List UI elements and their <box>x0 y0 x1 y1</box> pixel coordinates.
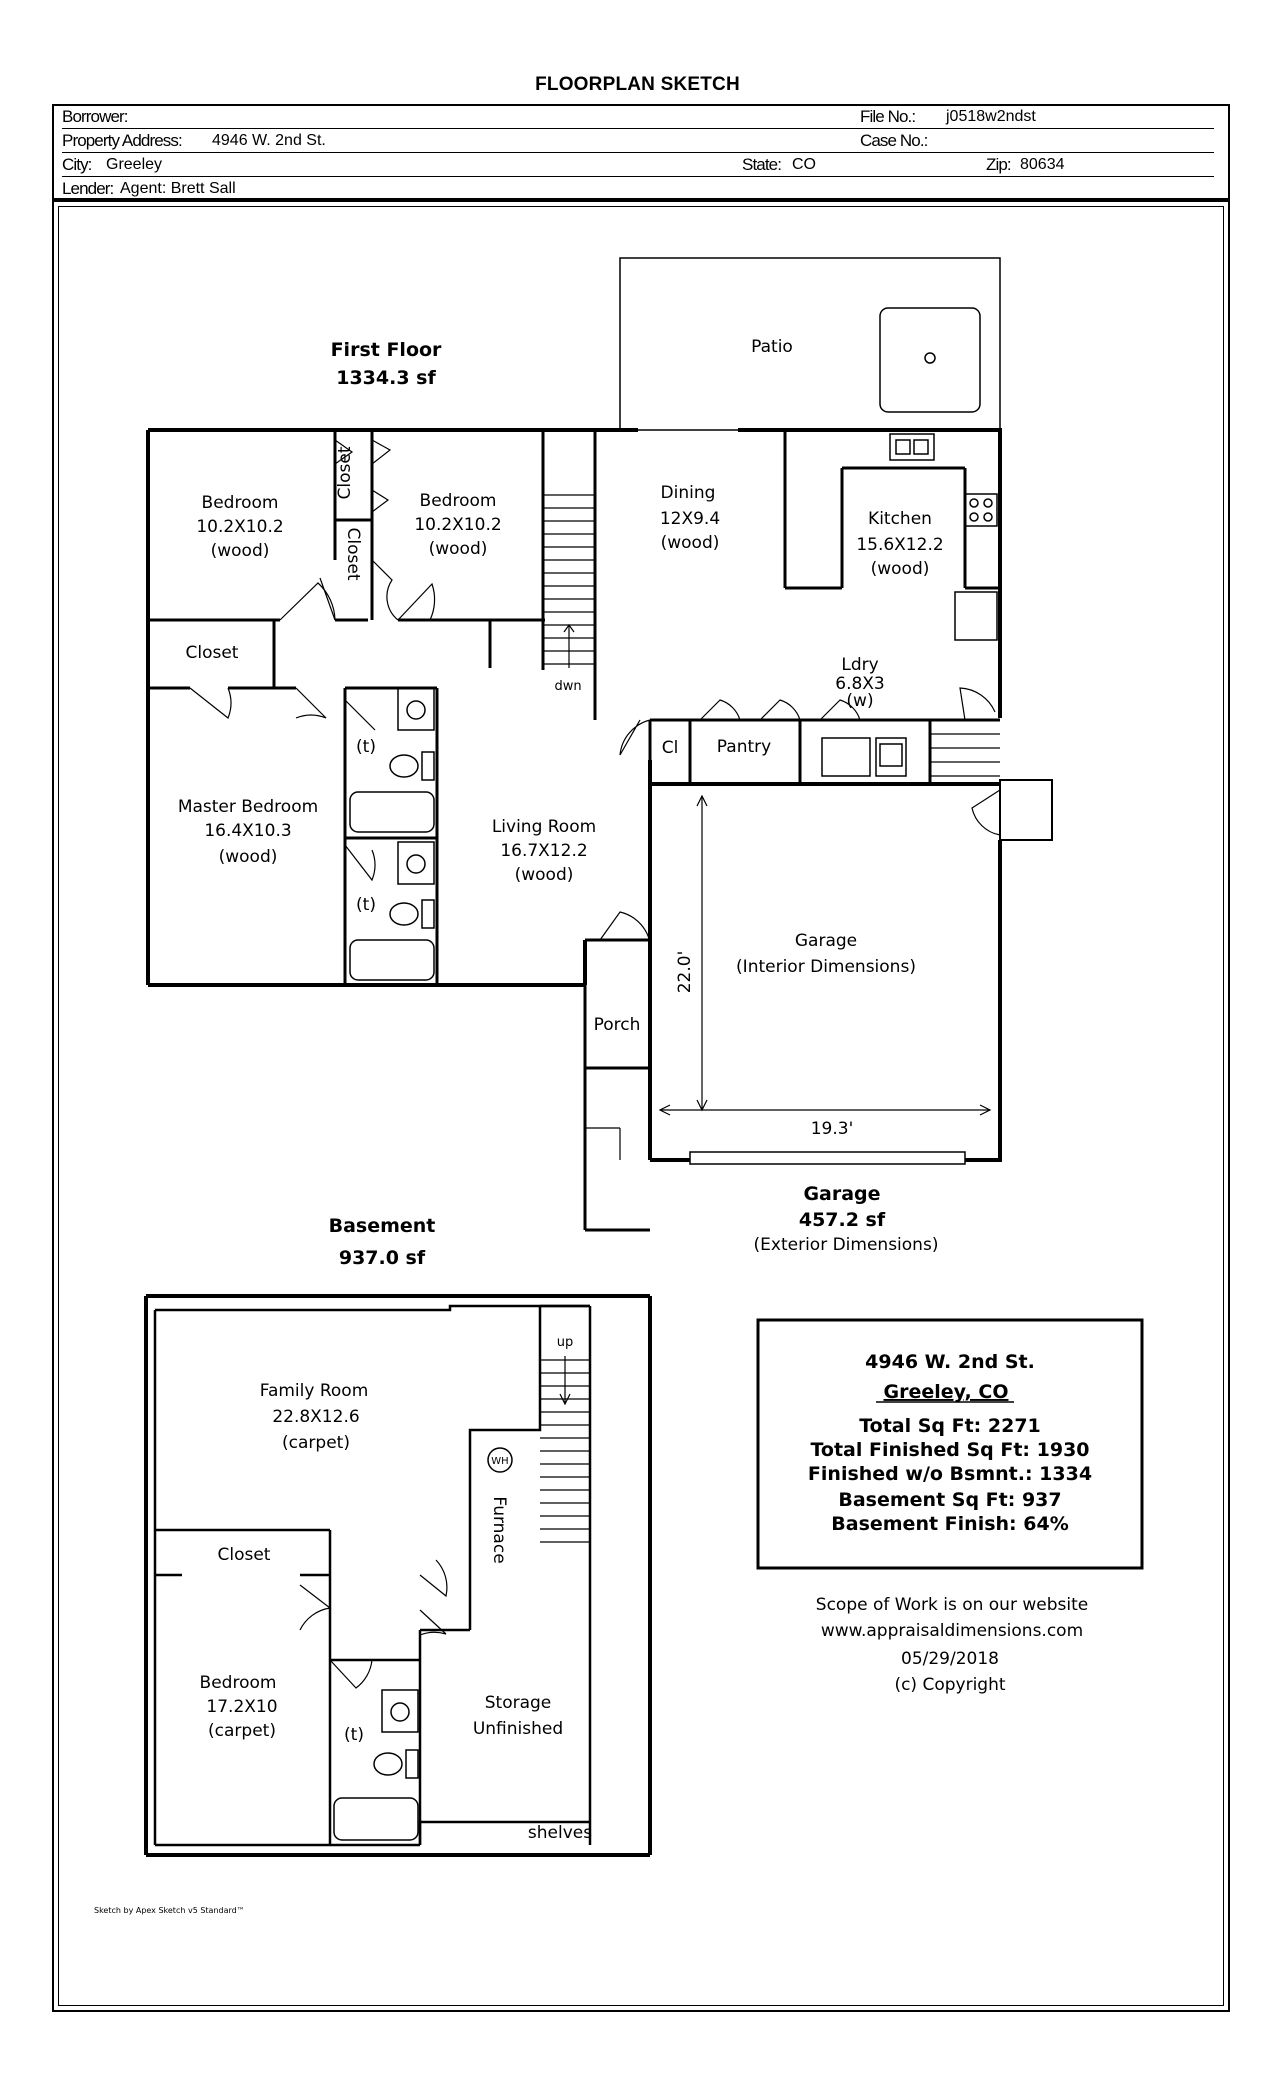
basement-closet-label: Closet <box>217 1545 271 1565</box>
summary-basement-sqft: Basement Sq Ft: 937 <box>838 1489 1062 1511</box>
dining-dims: 12X9.4 <box>659 509 721 529</box>
closet-a-label: Closet <box>335 446 355 500</box>
master-floor: (wood) <box>218 847 278 867</box>
basement-bedroom-name: Bedroom <box>199 1673 277 1693</box>
laundry-floor: (w) <box>846 691 874 711</box>
water-heater-label: WH <box>491 1456 509 1467</box>
software-credit: Sketch by Apex Sketch v5 Standard™ <box>94 1906 245 1915</box>
summary-address: 4946 W. 2nd St. <box>865 1351 1035 1373</box>
toilet-b-label: (t) <box>356 895 376 915</box>
first-floor-stairs-label: dwn <box>554 679 582 694</box>
basement-interior-walls <box>155 1306 593 1845</box>
dining-floor: (wood) <box>660 533 720 553</box>
state-value: CO <box>792 156 816 173</box>
first-floor-bath-fixtures <box>350 688 434 980</box>
closet-b-label: Closet <box>343 527 363 581</box>
family-dims: 22.8X12.6 <box>272 1407 360 1427</box>
city-value: Greeley <box>106 156 163 173</box>
basement-toilet-label: (t) <box>344 1725 364 1745</box>
first-floor-title: First Floor <box>330 339 442 361</box>
file-no-label: File No.: <box>860 107 916 126</box>
garage-width-label: 19.3' <box>810 1119 854 1139</box>
storage-name: Storage <box>484 1693 552 1713</box>
pantry-label: Pantry <box>716 737 772 757</box>
bedroom2-name: Bedroom <box>419 491 497 511</box>
living-name: Living Room <box>491 817 597 837</box>
zip-value: 80634 <box>1020 156 1065 173</box>
garage-dimension-lines <box>660 796 990 1115</box>
family-floor: (carpet) <box>282 1433 350 1453</box>
address-value: 4946 W. 2nd St. <box>212 132 326 149</box>
living-dims: 16.7X12.2 <box>500 841 588 861</box>
laundry-dims: 6.8X3 <box>835 674 885 694</box>
hot-tub <box>880 308 980 412</box>
porch-label: Porch <box>593 1015 641 1035</box>
summary-basement-finish: Basement Finish: 64% <box>831 1513 1069 1535</box>
state-label: State: <box>742 155 782 174</box>
summary-city: Greeley, CO <box>883 1381 1009 1403</box>
patio-label: Patio <box>751 337 793 357</box>
kitchen-dims: 15.6X12.2 <box>856 535 944 555</box>
address-label: Property Address: <box>62 131 182 150</box>
summary-finished-wo: Finished w/o Bsmnt.: 1334 <box>807 1463 1093 1485</box>
basement-bedroom-dims: 17.2X10 <box>206 1697 278 1717</box>
storage-note: Unfinished <box>472 1719 564 1739</box>
toilet-a-label: (t) <box>356 737 376 757</box>
living-floor: (wood) <box>514 865 574 885</box>
first-floor-stairs <box>543 495 595 668</box>
scope-line-2: www.appraisaldimensions.com <box>820 1621 1084 1641</box>
bedroom2-floor: (wood) <box>428 539 488 559</box>
kitchen-floor: (wood) <box>870 559 930 579</box>
zip-label: Zip: <box>986 155 1011 174</box>
basement-bath-fixtures <box>334 1690 418 1840</box>
copyright: (c) Copyright <box>894 1675 1006 1695</box>
master-dims: 16.4X10.3 <box>204 821 292 841</box>
garage-depth-label: 22.0' <box>675 950 695 994</box>
garage-title: Garage <box>803 1183 881 1205</box>
bedroom1-dims: 10.2X10.2 <box>196 517 284 537</box>
first-floor-area: 1334.3 sf <box>336 367 436 389</box>
basement-area: 937.0 sf <box>338 1247 426 1269</box>
summary-finished: Total Finished Sq Ft: 1930 <box>810 1439 1090 1461</box>
lender-label: Lender: <box>62 179 114 198</box>
patio-outline <box>620 258 1000 430</box>
family-name: Family Room <box>259 1381 369 1401</box>
closet-c-label: Closet <box>185 643 239 663</box>
laundry-name: Ldry <box>841 655 879 675</box>
basement-stairs-label: up <box>556 1335 574 1350</box>
basement-bedroom-floor: (carpet) <box>208 1721 276 1741</box>
furnace-label: Furnace <box>489 1496 509 1564</box>
case-no-label: Case No.: <box>860 131 928 150</box>
garage-note: (Exterior Dimensions) <box>753 1235 939 1255</box>
lender-value: Agent: Brett Sall <box>120 180 236 197</box>
bedroom2-dims: 10.2X10.2 <box>414 515 502 535</box>
garage-area: 457.2 sf <box>798 1209 886 1231</box>
file-no-value: j0518w2ndst <box>946 108 1036 125</box>
garage-door <box>690 1152 965 1164</box>
kitchen-name: Kitchen <box>868 509 932 529</box>
basement-door-swings <box>300 1560 447 1688</box>
scope-line-1: Scope of Work is on our website <box>815 1595 1089 1615</box>
garage-steps <box>930 734 1000 776</box>
basement-title: Basement <box>328 1215 436 1237</box>
kitchen-fixtures <box>822 434 997 776</box>
master-name: Master Bedroom <box>177 797 319 817</box>
bedroom1-name: Bedroom <box>201 493 279 513</box>
hot-tub-drain <box>925 353 935 363</box>
sheet-title: FLOORPLAN SKETCH <box>535 74 740 95</box>
small-closet-label: Cl <box>661 738 679 758</box>
summary-total: Total Sq Ft: 2271 <box>859 1415 1041 1437</box>
bedroom1-floor: (wood) <box>210 541 270 561</box>
sketch-date: 05/29/2018 <box>901 1649 999 1669</box>
garage-side-entry <box>1000 780 1052 840</box>
city-label: City: <box>62 155 92 174</box>
garage-room-name: Garage <box>794 931 858 951</box>
garage-room-note: (Interior Dimensions) <box>736 957 916 977</box>
basement-stairs <box>540 1356 590 1542</box>
dining-name: Dining <box>660 483 716 503</box>
borrower-label: Borrower: <box>62 107 128 126</box>
shelves-label: shelves <box>527 1823 593 1843</box>
